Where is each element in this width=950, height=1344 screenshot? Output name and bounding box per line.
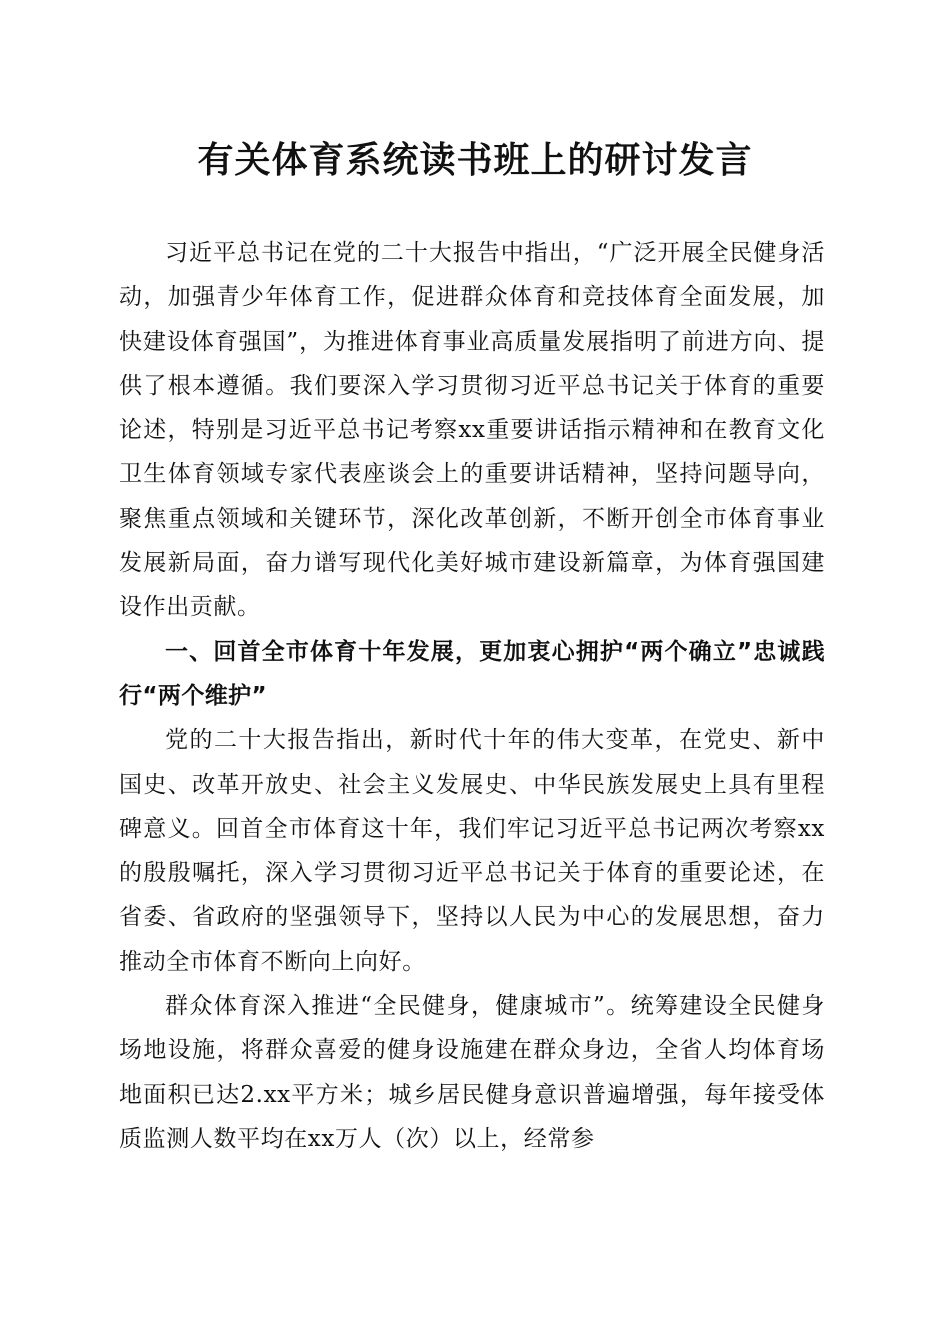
paragraph-mass-sports: 群众体育深入推进“全民健身，健康城市”。统筹建设全民健身场地设施，将群众喜爱的健身设施建在群众身边，全省人均体育场地面积已达2.xx平方米；城乡居民健身意识普遍增强，每年接受体质监测人数平均在xx万人（次）以上，经常参 [119, 993, 825, 1152]
document-body [119, 231, 825, 1161]
paragraph-review: 党的二十大报告指出，新时代十年的伟大变革，在党史、新中国史、改革开放史、社会主义发展史、中华民族发展史上具有里程碑意义。回首全市体育这十年，我们牢记习近平总书记两次考察xx的殷殷嘱托，深入学习贯彻习近平总书记关于体育的重要论述，在省委、省政府的坚强领导下，坚持以人民为中心的发展思想，奋力推动全市体育不断向上向好。 [119, 727, 825, 975]
section-heading-1: 一、回首全市体育十年发展，更加衷心拥护“两个确立”忠诚践行“两个维护” [119, 638, 825, 709]
document-title: 有关体育系统读书班上的研讨发言 [197, 139, 753, 181]
paragraph-intro: 习近平总书记在党的二十大报告中指出，“广泛开展全民健身活动，加强青少年体育工作，促进群众体育和竞技体育全面发展，加快建设体育强国”，为推进体育事业高质量发展指明了前进方向、提供了根本遵循。我们要深入学习贯彻习近平总书记关于体育的重要论述，特别是习近平总书记考察xx重要讲话指示精神和在教育文化卫生体育领域专家代表座谈会上的重要讲话精神，坚持问题导向，聚焦重点领域和关键环节，深化改革创新，不断开创全市体育事业发展新局面，奋力谱写现代化美好城市建设新篇章，为体育强国建设作出贡献。 [119, 240, 825, 621]
